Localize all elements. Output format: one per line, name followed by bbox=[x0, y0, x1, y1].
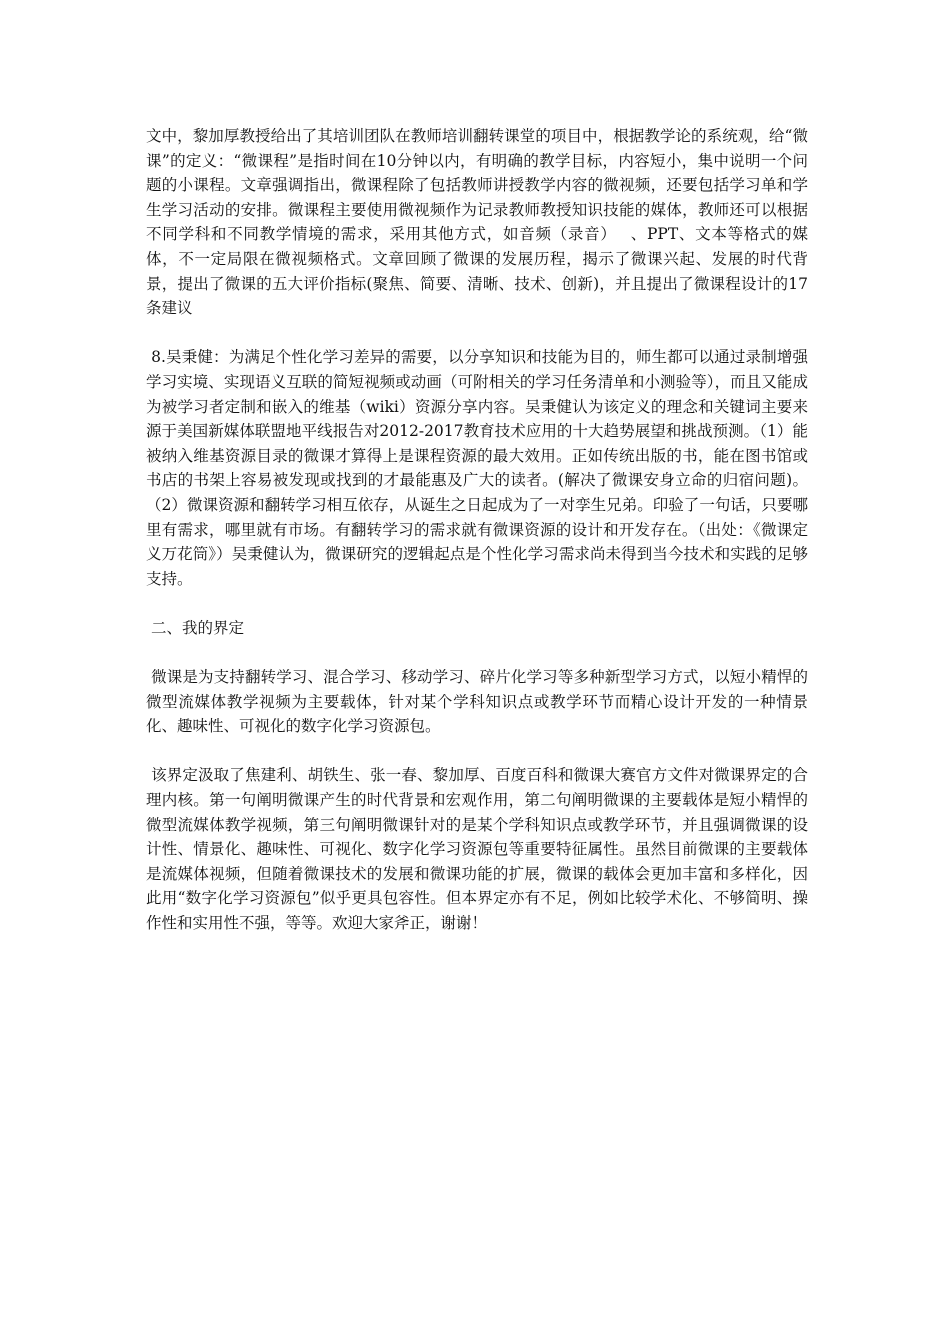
paragraph-li-jiahou-definition: 文中，黎加厚教授给出了其培训团队在教师培训翻转课堂的项目中，根据教学论的系统观，给“微课”的定义：“微课程”是指时间在10分钟以内，有明确的教学目标，内容短小，集中说明一个问题的小课程。文章强调指出，微课程除了包括教师讲授教学内容的微视频，还要包括学习单和学生学习活动的安排。微课程主要使用微视频作为记录教师教授知识技能的媒体，教师还可以根据不同学科和不同教学情境的需求，采用其他方式，如音频（录音） 、PPT、文本等格式的媒体，不一定局限在微视频格式。文章回顾了微课的发展历程，揭示了微课兴起、发展的时代背景，提出了微课的五大评价指标(聚焦、简要、清晰、技术、创新)，并且提出了微课程设计的17条建议 bbox=[146, 127, 808, 318]
paragraph-definition-commentary: 该界定汲取了焦建利、胡铁生、张一春、黎加厚、百度百科和微课大赛官方文件对微课界定的合理内核。第一句阐明微课产生的时代背景和宏观作用，第二句阐明微课的主要载体是短小精悍的微型流媒体教学视频，第三句阐明微课针对的是某个学科知识点或教学环节，并且强调微课的设计性、情景化、趣味性、可视化、数字化学习资源包等重要特征属性。虽然目前微课的主要载体是流媒体视频，但随着微课技术的发展和微课功能的扩展，微课的载体会更加丰富和多样化，因此用“数字化学习资源包”似乎更具包容性。但本界定亦有不足，例如比较学术化、不够简明、操作性和实用性不强，等等。欢迎大家斧正，谢谢！ bbox=[146, 766, 808, 932]
paragraph-my-definition: 微课是为支持翻转学习、混合学习、移动学习、碎片化学习等多种新型学习方式，以短小精悍的微型流媒体教学视频为主要载体，针对某个学科知识点或教学环节而精心设计开发的一种情景化、趣味性、可视化的数字化学习资源包。 bbox=[146, 668, 808, 736]
paragraph-wu-bingjian-definition: 8.吴秉健：为满足个性化学习差异的需要，以分享知识和技能为目的，师生都可以通过录制增强学习实境、实现语义互联的简短视频或动画（可附相关的学习任务清单和小测验等），而且又能成为被学习者定制和嵌入的维基（wiki）资源分享内容。吴秉健认为该定义的理念和关键词主要来源于美国新媒体联盟地平线报告对2012-2017教育技术应用的十大趋势展望和挑战预测。（1）能被纳入维基资源目录的微课才算得上是课程资源的最大效用。正如传统出版的书，能在图书馆或书店的书架上容易被发现或找到的才最能惠及广大的读者。(解决了微课安身立命的归宿问题)。（2）微课资源和翻转学习相互依存，从诞生之日起成为了一对孪生兄弟。印验了一句话，只要哪里有需求，哪里就有市场。有翻转学习的需求就有微课资源的设计和开发存在。（出处：《微课定义万花筒》）吴秉健认为，微课研究的逻辑起点是个性化学习需求尚未得到当今技术和实践的足够支持。 bbox=[146, 348, 808, 588]
section-heading-my-definition: 二、我的界定 bbox=[146, 618, 244, 637]
document-body bbox=[146, 124, 808, 960]
